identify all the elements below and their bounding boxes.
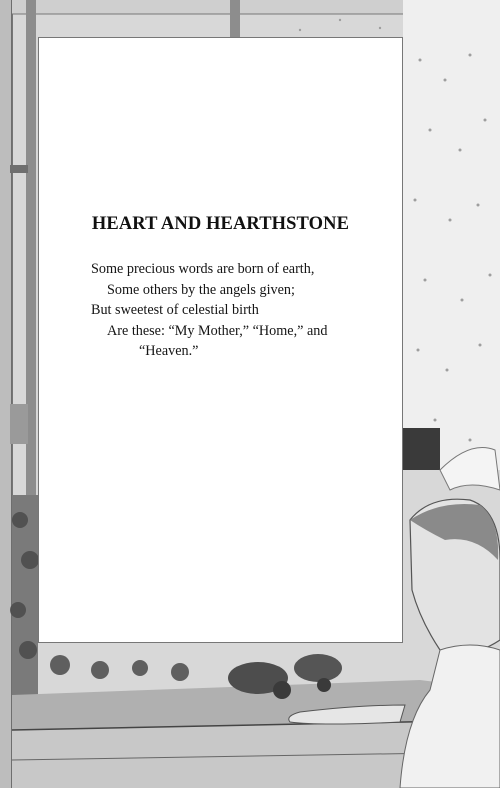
poem-line-3: But sweetest of celestial birth — [91, 302, 259, 318]
poem-line-4: Are these: “My Mother,” “Home,” and — [107, 322, 328, 339]
poem-body — [91, 259, 327, 362]
poem-line-2: Some others by the angels given; — [107, 281, 295, 298]
poem-line-5: “Heaven.” — [139, 343, 199, 359]
text-panel — [38, 37, 403, 643]
poem-title: HEART AND HEARTHSTONE — [91, 214, 350, 234]
poem-line-1: Some precious words are born of earth, — [91, 261, 315, 277]
